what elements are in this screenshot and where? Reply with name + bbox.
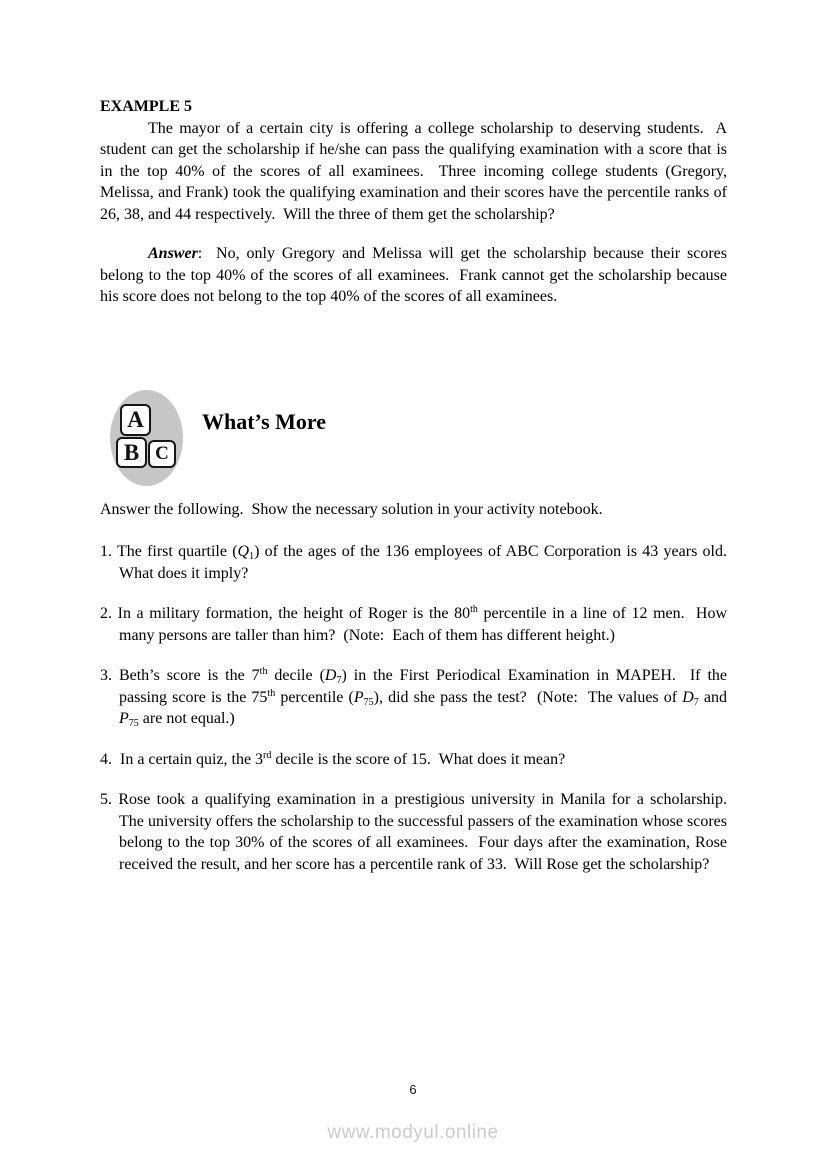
- question-text: In a certain quiz, the 3rd decile is the score of 15. What does it mean?: [112, 749, 566, 768]
- question-item: [100, 749, 727, 771]
- example-section: [100, 96, 731, 308]
- question-text: The first quartile $(Q_1)$ of the ages of the 136 employees of ABC Corporation is 43 years old. What does it imply?: [112, 543, 736, 582]
- question-number: 1.: [100, 543, 112, 560]
- question-item: [100, 789, 735, 875]
- question-text: Beth’s score is the 7th decile $(D_7)$ in the First Periodical Examination in MAPEH. If the passing score is the 75th percentile $(P_{75})$, did she pass the test? (Note: The values of $D_7$ and $P_{75}$ are not equal.): [112, 666, 732, 729]
- page-number: 6: [409, 1082, 417, 1097]
- question-number: 5.: [100, 791, 112, 808]
- block-letter-c: C: [148, 440, 176, 468]
- question-list: [100, 541, 736, 875]
- question-text: Rose took a qualifying examination in a prestigious university in Manila for a scholarship. The university offers the scholarship to the successful passers of the examination whose scores belong to the top 30% of the scores of all examinees. Four days after the examination, Rose received the result, and her score has a percentile rank of 33. Will Rose get the scholarship?: [112, 791, 735, 873]
- watermark-text: www.modyul.online: [327, 1122, 499, 1143]
- instructions-text: Answer the following. Show the necessary solution in your activity notebook.: [100, 501, 603, 518]
- question-number: 2.: [100, 605, 112, 622]
- abc-blocks-icon: [108, 389, 188, 489]
- example-heading: EXAMPLE 5: [100, 98, 192, 115]
- example-answer: Answer: No, only Gregory and Melissa will get the scholarship because their scores belong to the top 40% of the scores of all examinees. Frank cannot get the scholarship because his score does not belong to the top 40% of the scores of all examinees.: [100, 245, 731, 305]
- question-item: [100, 603, 731, 646]
- block-letter-a: A: [120, 404, 151, 436]
- section-title: What’s More: [202, 409, 327, 434]
- example-paragraph: The mayor of a certain city is offering a college scholarship to deserving students. A student can get the scholarship if he/she can pass the qualifying examination with a score that is in the top 40% of the scores of all examinees. Three incoming college students (Gregory, Melissa, and Frank) took the qualifying examination and their scores have the percentile ranks of 26, 38, and 44 respectively. Will the three of them get the scholarship?: [100, 119, 731, 223]
- question-number: 4.: [100, 750, 112, 768]
- question-item: [100, 665, 732, 730]
- block-letter-b: B: [116, 437, 147, 468]
- question-text: In a military formation, the height of Roger is the 80th percentile in a line of 12 men. How many persons are taller than him? (Note: Each of them has different height.): [112, 604, 731, 644]
- question-number: 3.: [100, 667, 112, 684]
- question-item: [100, 541, 736, 584]
